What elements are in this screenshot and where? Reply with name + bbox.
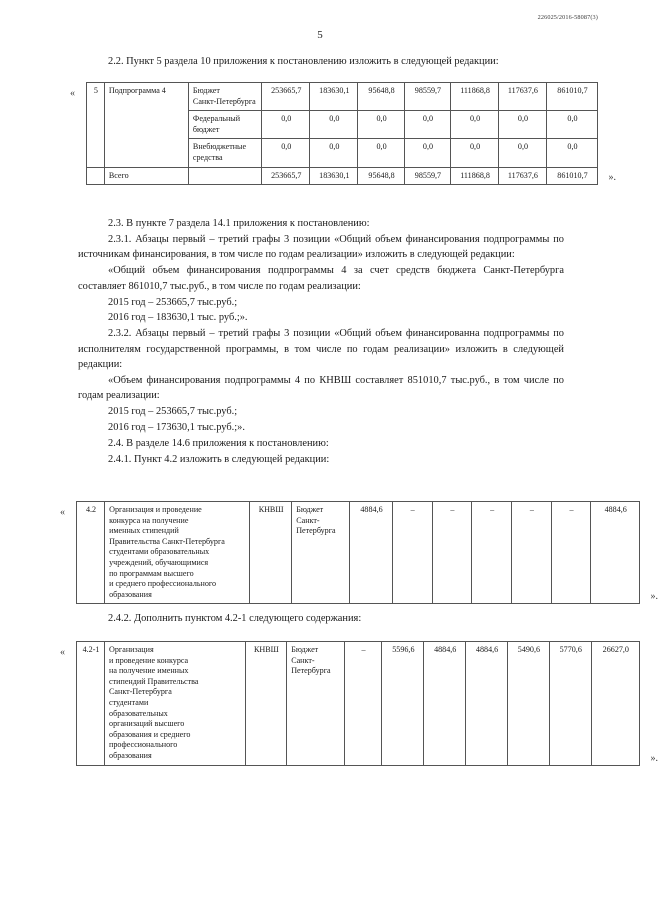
cell-source-line-1: Бюджет xyxy=(291,645,319,654)
table-row xyxy=(77,642,640,766)
section-2-3-2-paragraph: 2.3.2. Абзацы первый – третий графы 3 позиции «Общий объем финансированна подпрограммы по исполнителям государственной программы, в том числе по годам реализации» изложить в следующей редакции: xyxy=(78,328,564,371)
cell-name: Подпрограмма 4 xyxy=(104,83,188,168)
cell-name-line: стипендий Правительства xyxy=(109,676,199,686)
cell-value: 4884,6 xyxy=(424,642,466,766)
section-2-3-1-paragraph: 2.3.1. Абзацы первый – третий графы 3 позиции «Общий объем финансирования подпрограммы по источникам финансирования, в том числе по годам реализации» изложить в следующей редакции: xyxy=(78,233,564,261)
cell-value: 0,0 xyxy=(262,139,310,167)
cell-value: 0,0 xyxy=(404,139,450,167)
table-measure-4-2-wrapper xyxy=(60,501,658,604)
cell-index: 4.2-1 xyxy=(77,642,105,766)
cell-value: 0,0 xyxy=(498,139,546,167)
cell-name-line: учреждений, обучающимися xyxy=(109,557,209,567)
cell-name xyxy=(105,502,250,604)
section-2-3-1-year-2016: 2016 год – 183630,1 тыс. руб.;». xyxy=(108,312,248,324)
section-2-4-2-heading: 2.4.2. Дополнить пунктом 4.2-1 следующего содержания: xyxy=(108,613,362,624)
table-row xyxy=(87,83,598,111)
open-quote-table-3: « xyxy=(60,647,65,658)
cell-name-line: Организация xyxy=(109,645,154,654)
cell-source xyxy=(287,642,344,766)
section-2-4-1-heading: 2.4.1. Пункт 4.2 изложить в следующей редакции: xyxy=(108,454,330,466)
table-measure-4-2 xyxy=(76,501,640,604)
cell-value: 0,0 xyxy=(451,111,499,139)
cell-name-line: образования xyxy=(109,750,152,760)
page-number: 5 xyxy=(317,29,323,41)
table-measure-4-2-1 xyxy=(76,641,640,766)
cell-name-line: Организация и проведение xyxy=(109,505,202,514)
close-quote-table-3: ». xyxy=(650,752,658,764)
cell-value: 0,0 xyxy=(262,111,310,139)
cell-source xyxy=(292,502,350,604)
cell-value: – xyxy=(551,502,591,604)
section-2-3 xyxy=(78,216,564,468)
table-subprogram-4-wrapper xyxy=(70,82,616,185)
cell-source xyxy=(188,139,261,167)
cell-name-line: на получение именных xyxy=(109,666,189,676)
cell-name-line: и проведение конкурса xyxy=(109,655,189,665)
cell-value: 0,0 xyxy=(358,139,404,167)
cell-source-line-1: Бюджет xyxy=(296,505,324,514)
cell-name-line: организаций высшего xyxy=(109,719,185,729)
cell-name xyxy=(105,642,246,766)
cell-name: Всего xyxy=(104,167,188,185)
section-2-3-1-quote: «Общий объем финансирования подпрограммы 4 за счет средств бюджета Санкт-Петербурга составляет 861010,7 тыс.руб., в том числе по годам реализации: xyxy=(78,265,564,292)
cell-value: 253665,7 xyxy=(262,83,310,111)
table-row xyxy=(77,502,640,604)
cell-index: 5 xyxy=(87,83,105,168)
cell-executor: КНВШ xyxy=(245,642,287,766)
cell-value: 253665,7 xyxy=(262,167,310,185)
cell-source-line-2: бюджет xyxy=(192,124,220,134)
cell-value: – xyxy=(344,642,382,766)
cell-name-line: по программам высшего xyxy=(109,568,194,578)
cell-source xyxy=(188,167,261,185)
cell-value: 95648,8 xyxy=(358,83,404,111)
cell-value: 98559,7 xyxy=(404,167,450,185)
cell-index xyxy=(87,167,105,185)
section-2-3-2-quote: «Объем финансирования подпрограммы 4 по КНВШ составляет 851010,7 тыс.руб., в том числе по годам реализации: xyxy=(78,375,564,402)
cell-total: 0,0 xyxy=(546,111,597,139)
cell-value: 183630,1 xyxy=(310,83,358,111)
cell-value: 0,0 xyxy=(310,111,358,139)
cell-name-line: Правительства Санкт-Петербурга xyxy=(109,536,225,546)
cell-source-line-2: средства xyxy=(192,152,223,162)
section-2-4-heading: 2.4. В разделе 14.6 приложения к постановлению: xyxy=(108,438,329,450)
cell-total: 861010,7 xyxy=(546,83,597,111)
section-2-4-2 xyxy=(78,611,564,627)
cell-total: 26627,0 xyxy=(591,642,639,766)
cell-source-line-2: Санкт- xyxy=(291,655,315,665)
cell-source-line-3: Петербурга xyxy=(291,666,331,676)
cell-source-line-1: Федеральный xyxy=(192,114,241,124)
table-measure-4-2-1-wrapper xyxy=(60,641,658,766)
cell-name-line: студентами xyxy=(109,697,149,707)
cell-source-line-1: Бюджет xyxy=(192,86,220,95)
section-2-3-2-year-2015: 2015 год – 253665,7 тыс.руб.; xyxy=(108,406,238,418)
close-quote-table-2: ». xyxy=(650,591,658,603)
cell-value: 0,0 xyxy=(310,139,358,167)
cell-value: 5490,6 xyxy=(507,642,549,766)
open-quote-table-2: « xyxy=(60,507,65,518)
cell-source xyxy=(188,111,261,139)
cell-total: 0,0 xyxy=(546,139,597,167)
cell-value: 4884,6 xyxy=(466,642,508,766)
cell-value: 117637,6 xyxy=(498,167,546,185)
cell-value: – xyxy=(392,502,432,604)
cell-value: 98559,7 xyxy=(404,83,450,111)
close-quote-table-1: ». xyxy=(608,172,616,184)
cell-value: 117637,6 xyxy=(498,83,546,111)
section-2-3-2-year-2016: 2016 год – 173630,1 тыс.руб.;». xyxy=(108,422,245,434)
cell-total: 4884,6 xyxy=(591,502,640,604)
section-2-2 xyxy=(78,54,568,70)
cell-source-line-3: Петербурга xyxy=(296,526,336,536)
cell-value: 0,0 xyxy=(358,111,404,139)
cell-name-line: Санкт-Петербурга xyxy=(109,687,172,697)
cell-value: 4884,6 xyxy=(350,502,393,604)
cell-name-line: именных стипендий xyxy=(109,526,179,536)
cell-source-line-2: Санкт- xyxy=(296,515,320,525)
cell-source-line-2: Санкт-Петербурга xyxy=(192,96,256,106)
cell-name-line: образовательных xyxy=(109,708,168,718)
cell-value: 0,0 xyxy=(404,111,450,139)
cell-executor: КНВШ xyxy=(250,502,292,604)
section-2-2-heading: 2.2. Пункт 5 раздела 10 приложения к постановлению изложить в следующей редакции: xyxy=(108,56,499,67)
document-stamp: 226025/2016-58087(3) xyxy=(537,14,598,21)
cell-value: 183630,1 xyxy=(310,167,358,185)
table-row-total xyxy=(87,167,598,185)
cell-name-line: конкурса на получение xyxy=(109,515,189,525)
section-2-3-1-year-2015: 2015 год – 253665,7 тыс.руб.; xyxy=(108,296,238,308)
cell-name-line: образования xyxy=(109,589,152,599)
cell-source xyxy=(188,83,261,111)
section-2-3-heading: 2.3. В пункте 7 раздела 14.1 приложения к постановлению: xyxy=(108,218,370,229)
cell-total: 861010,7 xyxy=(546,167,597,185)
cell-index: 4.2 xyxy=(77,502,105,604)
cell-source-line-1: Внебюджетные xyxy=(192,142,247,152)
cell-value: – xyxy=(511,502,551,604)
open-quote-table-1: « xyxy=(70,88,75,99)
cell-value: 0,0 xyxy=(498,111,546,139)
cell-name-line: профессионального xyxy=(109,740,178,750)
cell-value: 5770,6 xyxy=(549,642,591,766)
cell-name-line: образования и среднего xyxy=(109,729,191,739)
cell-value: 111868,8 xyxy=(451,167,499,185)
cell-name-line: студентами образовательных xyxy=(109,547,210,557)
cell-name-line: и среднего профессионального xyxy=(109,579,217,589)
cell-value: 111868,8 xyxy=(451,83,499,111)
cell-value: – xyxy=(432,502,472,604)
cell-value: 5596,6 xyxy=(382,642,424,766)
cell-value: 0,0 xyxy=(451,139,499,167)
cell-value: – xyxy=(472,502,512,604)
cell-value: 95648,8 xyxy=(358,167,404,185)
table-subprogram-4 xyxy=(86,82,598,185)
